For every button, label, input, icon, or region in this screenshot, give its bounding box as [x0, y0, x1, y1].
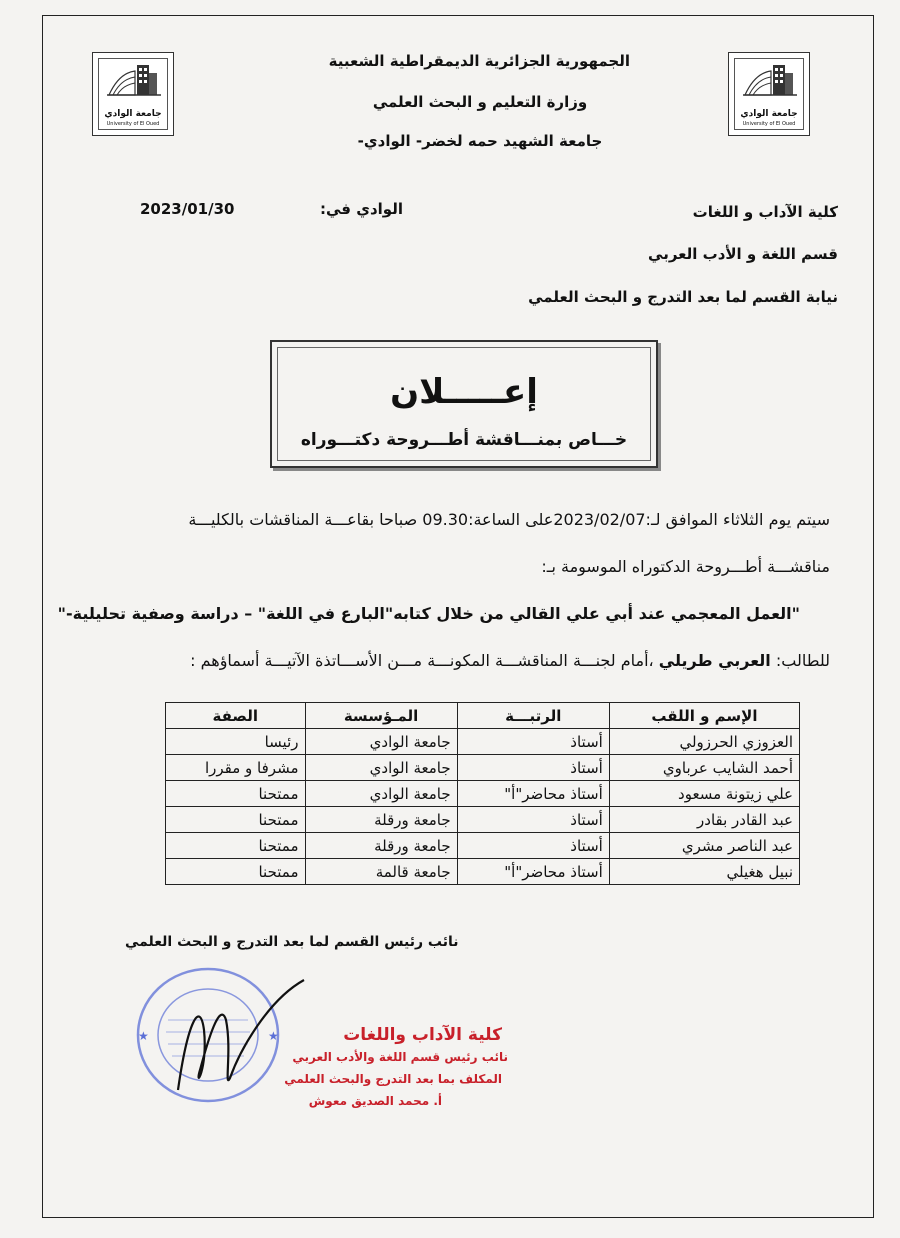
table-row [166, 833, 800, 859]
header-university: جامعة الشهيد حمه لخضر- الوادي- [357, 132, 603, 150]
round-stamp-icon [128, 960, 318, 1110]
cell-role: ممتحنا [166, 859, 306, 885]
date-label: الوادي في: [320, 200, 403, 218]
cell-name: عبد القادر بقادر [609, 807, 799, 833]
faculty-name: كلية الآداب و اللغات [692, 203, 838, 221]
cell-name: نبيل هغيلي [609, 859, 799, 885]
header-institution: المـؤسسة [305, 703, 457, 729]
logo-subtext: University of El Oued [742, 121, 796, 127]
student-prefix: للطالب: [770, 651, 830, 670]
logo-text: جامعة الوادي [740, 109, 798, 119]
cell-role: ممتحنا [166, 833, 306, 859]
cell-institution: جامعة قالمة [305, 859, 457, 885]
table-row [166, 781, 800, 807]
deputy-office: نيابة القسم لما بعد التدرج و البحث العلمي [528, 288, 838, 306]
logo-subtext: University of El Oued [106, 121, 160, 127]
table-row [166, 755, 800, 781]
university-logo-left [92, 52, 174, 136]
cell-name: عبد الناصر مشري [609, 833, 799, 859]
department-name: قسم اللغة و الأدب العربي [648, 245, 838, 263]
announcement-title: إعـــــلان [390, 372, 538, 412]
table-row [166, 859, 800, 885]
cell-role: ممتحنا [166, 807, 306, 833]
cell-institution: جامعة ورقلة [305, 807, 457, 833]
cell-name: العزوزي الحرزولي [609, 729, 799, 755]
header-rank: الرتبـــة [457, 703, 609, 729]
student-suffix: ،أمام لجنـــة المناقشـــة المكونـــة مـــن الأســـاتذة الآتيـــة أسماؤهم : [190, 651, 659, 670]
cell-institution: جامعة الوادي [305, 781, 457, 807]
stamp-line-2: نائب رئيس قسم اللغة والأدب العربي [292, 1050, 508, 1064]
cell-rank: أستاذ محاضر"أ" [457, 859, 609, 885]
table-row [166, 807, 800, 833]
table-row [166, 729, 800, 755]
table-header-row [166, 703, 800, 729]
stamp-line-3: المكلف بما بعد التدرج والبحث العلمي [284, 1072, 502, 1086]
cell-institution: جامعة الوادي [305, 755, 457, 781]
cell-name: أحمد الشايب عرباوي [609, 755, 799, 781]
logo-text: جامعة الوادي [104, 109, 162, 119]
header-republic: الجمهورية الجزائرية الديمقراطية الشعبية [328, 52, 630, 70]
university-building-icon [739, 61, 801, 103]
jury-table [165, 702, 800, 885]
announcement-box [270, 340, 658, 468]
cell-institution: جامعة ورقلة [305, 833, 457, 859]
cell-name: علي زيتونة مسعود [609, 781, 799, 807]
cell-role: ممتحنا [166, 781, 306, 807]
signature-title: نائب رئيس القسم لما بعد التدرج و البحث العلمي [125, 934, 459, 950]
stamp-faculty: كلية الآداب واللغات [343, 1025, 502, 1045]
header-name: الإسم و اللقب [609, 703, 799, 729]
header-ministry: وزارة التعليم و البحث العلمي [372, 93, 588, 111]
header-role: الصفة [166, 703, 306, 729]
cell-role: رئيسا [166, 729, 306, 755]
svg-text:★: ★ [268, 1029, 279, 1043]
university-logo-right [728, 52, 810, 136]
stamp-name: أ. محمد الصديق معوش [308, 1094, 442, 1108]
cell-rank: أستاذ محاضر"أ" [457, 781, 609, 807]
university-building-icon [103, 61, 165, 103]
cell-institution: جامعة الوادي [305, 729, 457, 755]
student-line [190, 651, 830, 670]
cell-rank: أستاذ [457, 807, 609, 833]
cell-rank: أستاذ [457, 729, 609, 755]
thesis-title: "العمل المعجمي عند أبي علي القالي من خلال كتابه"البارع في اللغة" – دراسة وصفية تحليلية-" [57, 604, 800, 623]
date-value: 2023/01/30 [140, 200, 235, 218]
cell-rank: أستاذ [457, 833, 609, 859]
cell-rank: أستاذ [457, 755, 609, 781]
announcement-subtitle: خـــاص بمنـــاقشة أطـــروحة دكتـــوراه [300, 430, 628, 450]
body-line-1: سيتم يوم الثلاثاء الموافق لـ:2023/02/07على الساعة:09.30 صباحا بقاعـــة المناقشات بالكليـــة [188, 510, 830, 529]
body-line-2: مناقشـــة أطـــروحة الدكتوراه الموسومة بـ: [541, 557, 830, 576]
cell-role: مشرفا و مقررا [166, 755, 306, 781]
student-name: العربي طريلي [658, 651, 771, 670]
svg-text:★: ★ [138, 1029, 149, 1043]
